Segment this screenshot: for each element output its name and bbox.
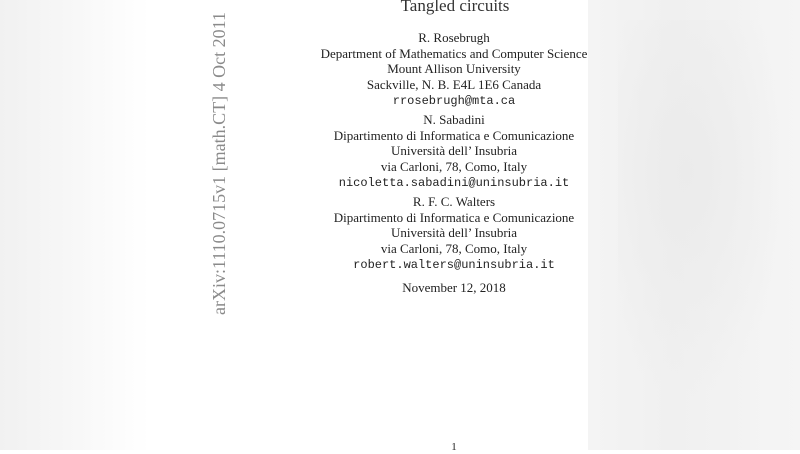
author-affiliation-line: Università dell’ Insubria xyxy=(390,143,518,158)
paper-title: Tangled circuits xyxy=(400,0,510,15)
author-email: nicoletta.sabadini@uninsubria.it xyxy=(338,176,570,190)
author-affiliation-line: Mount Allison University xyxy=(387,61,521,76)
author-name: R. F. C. Walters xyxy=(412,194,496,209)
author-name: R. Rosebrugh xyxy=(418,30,490,45)
page-number: 1 xyxy=(451,441,457,453)
author-email: robert.walters@uninsubria.it xyxy=(353,258,555,272)
author-affiliation-line: via Carloni, 78, Como, Italy xyxy=(380,241,528,256)
blurred-left-background xyxy=(0,0,150,450)
author-affiliation-line: via Carloni, 78, Como, Italy xyxy=(380,159,528,174)
author-affiliation-line: Sackville, N. B. E4L 1E6 Canada xyxy=(366,77,542,92)
author-affiliation-line: Università dell’ Insubria xyxy=(390,225,518,240)
arxiv-identifier: arXiv:1110.0715v1 [math.CT] 4 Oct 2011 xyxy=(209,12,229,315)
author-affiliation-line: Dipartimento di Informatica e Comunicazione xyxy=(333,210,575,225)
author-affiliation-line: Dipartimento di Informatica e Comunicazione xyxy=(333,128,575,143)
author-email: rrosebrugh@mta.ca xyxy=(392,94,516,108)
author-name: N. Sabadini xyxy=(423,112,485,127)
author-affiliation-line: Department of Mathematics and Computer Science xyxy=(320,46,588,61)
paper-date: November 12, 2018 xyxy=(402,280,506,295)
